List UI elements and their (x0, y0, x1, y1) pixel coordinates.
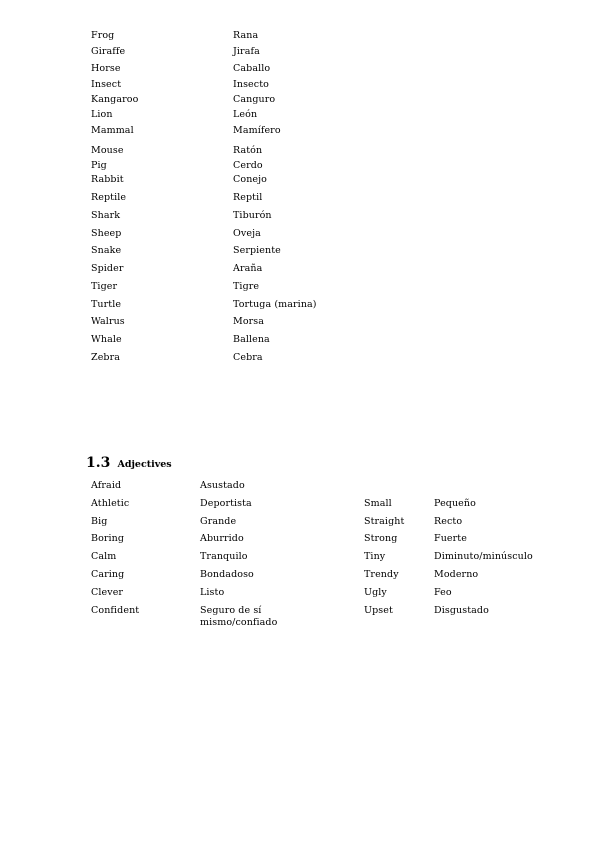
animal-english: Pig (91, 160, 107, 171)
adjective-english: Boring (91, 533, 125, 544)
animal-spanish: Caballo (233, 63, 271, 74)
animal-english: Frog (91, 30, 115, 41)
animal-spanish: Ballena (233, 334, 270, 345)
adjective-spanish: Diminuto/minúsculo (434, 551, 533, 562)
adjective-spanish: Disgustado (434, 605, 489, 616)
animal-english: Spider (91, 263, 124, 274)
adjective-english: Clever (91, 587, 124, 598)
section-number: 1.3 (86, 455, 111, 471)
animal-english: Giraffe (91, 46, 126, 57)
adjective-spanish: Listo (200, 587, 225, 598)
animal-english: Snake (91, 245, 122, 256)
animal-spanish: Tortuga (marina) (233, 299, 317, 310)
animal-spanish: Serpiente (233, 245, 281, 256)
animal-spanish: Araña (233, 263, 263, 274)
animal-english: Turtle (91, 299, 122, 310)
adjective-spanish: Moderno (434, 569, 479, 580)
adjective-english: Caring (91, 569, 125, 580)
adjective-spanish: Aburrido (200, 533, 244, 544)
animal-english: Mammal (91, 125, 134, 136)
animal-english: Whale (91, 334, 122, 345)
adjective-english: Straight (364, 516, 405, 527)
adjective-english: Upset (364, 605, 393, 616)
animal-spanish: Tigre (233, 281, 260, 292)
adjective-english: Athletic (91, 498, 130, 509)
adjective-spanish: Feo (434, 587, 452, 598)
animal-spanish: Canguro (233, 94, 276, 105)
animal-english: Insect (91, 79, 122, 90)
adjective-spanish: Seguro de sí mismo/confiado (200, 605, 278, 628)
animal-english: Kangaroo (91, 94, 139, 105)
animal-spanish: León (233, 109, 258, 120)
adjective-spanish: Grande (200, 516, 237, 527)
adjective-english: Big (91, 516, 108, 527)
adjective-english: Tiny (364, 551, 386, 562)
adjective-english: Afraid (91, 480, 122, 491)
animal-spanish: Jirafa (233, 46, 260, 57)
adjective-spanish: Tranquilo (200, 551, 248, 562)
animal-english: Reptile (91, 192, 127, 203)
adjective-spanish: Recto (434, 516, 463, 527)
section-heading (86, 452, 172, 471)
animal-english: Shark (91, 210, 121, 221)
adjective-spanish: Fuerte (434, 533, 467, 544)
animal-english: Tiger (91, 281, 118, 292)
animal-english: Lion (91, 109, 113, 120)
adjective-english: Calm (91, 551, 117, 562)
animal-spanish: Rana (233, 30, 259, 41)
adjective-english: Confident (91, 605, 140, 616)
animal-spanish: Mamífero (233, 125, 281, 136)
adjective-spanish: Asustado (200, 480, 245, 491)
animal-english: Walrus (91, 316, 125, 327)
adjective-english: Trendy (364, 569, 399, 580)
animal-english: Rabbit (91, 174, 124, 185)
animal-english: Sheep (91, 228, 122, 239)
animal-spanish: Ratón (233, 145, 263, 156)
adjective-spanish: Bondadoso (200, 569, 254, 580)
animal-spanish: Oveja (233, 228, 261, 239)
animal-spanish: Cerdo (233, 160, 263, 171)
adjective-english: Ugly (364, 587, 387, 598)
animal-spanish: Conejo (233, 174, 267, 185)
animal-spanish: Insecto (233, 79, 269, 90)
animal-english: Zebra (91, 352, 121, 363)
adjective-spanish: Deportista (200, 498, 252, 509)
animal-english: Mouse (91, 145, 124, 156)
adjective-english: Strong (364, 533, 398, 544)
animal-spanish: Reptil (233, 192, 263, 203)
animal-english: Horse (91, 63, 121, 74)
animal-spanish: Tiburón (233, 210, 272, 221)
animal-spanish: Morsa (233, 316, 265, 327)
adjective-english: Small (364, 498, 392, 509)
animal-spanish: Cebra (233, 352, 263, 363)
section-title: Adjectives (117, 459, 172, 470)
adjective-spanish: Pequeño (434, 498, 476, 509)
